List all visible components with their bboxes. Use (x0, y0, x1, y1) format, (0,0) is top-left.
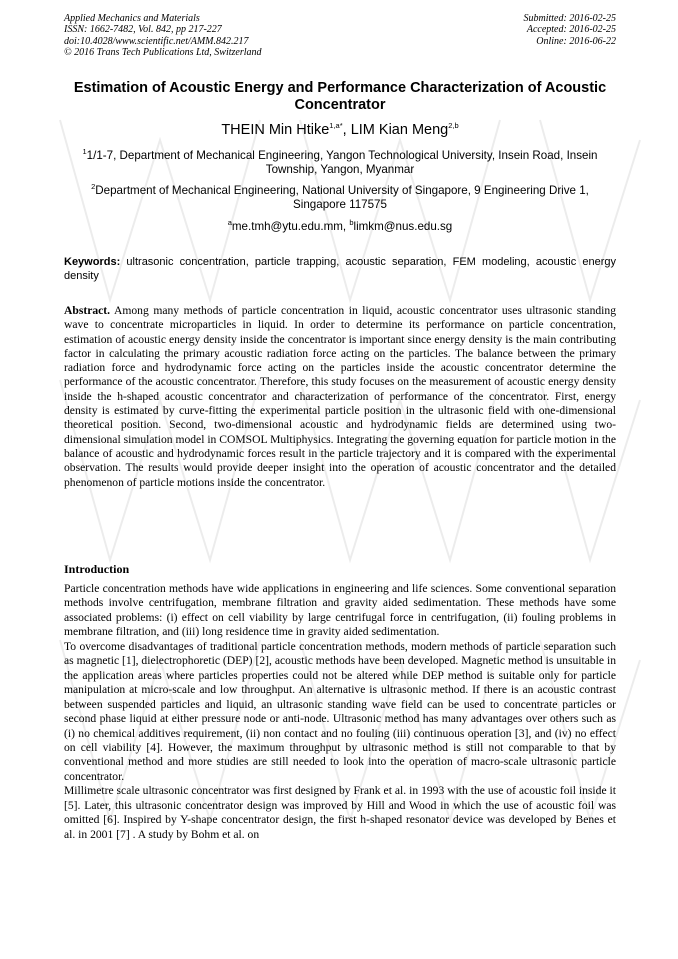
page-header (64, 13, 616, 59)
issn-line: ISSN: 1662-7482, Vol. 842, pp 217-227 (64, 24, 222, 36)
email-2-marker: b (349, 218, 354, 228)
author-2-marker: 2,b (448, 121, 459, 131)
abstract-text: Among many methods of particle concentration in liquid, acoustic concentrator uses ultrasonic standing wave to concentrate microparticles in liquid. In order to determine its performance on particle concentration, estimation of acoustic energy density inside the concentrator is important since energy density is the main contributing factor in calculating the primary acoustic radiation force acting on the particles. The balance between the primary radiation force and hydrodynamic force acting on the particles inside the acoustic concentrator determine the performance of the acoustic concentrator. Therefore, this study focuses on the measurement of acoustic energy density inside the h-shaped acoustic concentrator and characterization of performance of the concentrator. First, energy density is estimated by curve-fitting the experimental particle position in the ultrasonic field with one-dimensional theoretical position. Second, two-dimensional acoustic and hydrodynamic fields are determined using two-dimensional simulation model in COMSOL Multiphysics. Integrating the governing equation for particle motion in the balance of acoustic and hydrodynamic forces result in the particle trajectory and it is compared with the experimental observation. The results would provide deeper insight into the operation of acoustic concentrator and the detailed phenomenon of particle motions inside the concentrator. (64, 304, 616, 489)
doi-line[interactable]: doi:10.4028/www.scientific.net/AMM.842.217 (64, 35, 249, 47)
date-info (524, 13, 617, 59)
intro-paragraph-2: To overcome disadvantages of traditional particle concentration methods, modern methods of particle separation such as magnetic [1], dielectrophoretic (DEP) [2], acoustic methods have been developed. Magnetic method is unsuitable in the application areas where particles properties could not be altered while DEP method is suitable only for particle manipulation at micro-scale and low throughput. An alternative is ultrasonic method. If there is an acoustic contrast between suspended particles and liquid, an ultrasonic standing wave field can be used to concentrate particles or second phase liquid at either pressure node or anti-node. Ultrasonic method has many advantages over others such as (i) no chemical additives requirement, (ii) non contact and no fouling (iii) continuous operation [3], and (iv) no effect on cell viability [4]. However, the maximum throughput by ultrasonic method is still not comparable to that by conventional method and more studies are still needed to look into the operation of macro-scale ultrasonic particle concentrator. (64, 639, 616, 783)
introduction-heading: Introduction (64, 562, 130, 576)
affiliation-1-text: 1/1-7, Department of Mechanical Engineering, Yangon Technological University, Insein Road, Insein Township, Yangon, Myanmar (86, 149, 598, 177)
affiliation-2-text: Department of Mechanical Engineering, National University of Singapore, 9 Engineering Drive 1, Singapore 117575 (95, 184, 589, 212)
copyright-line: © 2016 Trans Tech Publications Ltd, Switzerland (64, 47, 262, 59)
email-1-marker: a (227, 218, 232, 228)
author-list (64, 121, 616, 139)
keywords-label: Keywords: (64, 256, 121, 268)
affiliation-2-marker: 2 (91, 182, 96, 192)
affiliation-1-marker: 1 (82, 147, 87, 157)
journal-name: Applied Mechanics and Materials (64, 13, 200, 24)
abstract-label: Abstract. (64, 304, 111, 317)
author-1-marker: 1,a* (329, 121, 343, 131)
affiliation-1 (64, 149, 616, 177)
introduction-body (64, 582, 616, 842)
abstract-block (64, 304, 616, 490)
intro-paragraph-3: Millimetre scale ultrasonic concentrator was first designed by Frank et al. in 1993 with the use of acoustic foil inside it [5]. Later, this ultrasonic concentrator design was improved by Hill and Wood in which the use of acoustic foil was omitted [6]. Inspired by Y-shape concentrator design, the first h-shaped resonator device was developed by Benes et al. in 2001 [7] . A study by Bohm et al. on (64, 784, 616, 841)
author-2: LIM Kian Meng (350, 122, 449, 138)
author-1: THEIN Min Htike (221, 122, 330, 138)
paper-title: Estimation of Acoustic Energy and Performance Characterization of Acoustic Concentrator (73, 80, 607, 113)
journal-info (64, 13, 262, 59)
email-2[interactable]: limkm@nus.edu.sg (353, 220, 453, 233)
keywords-block (64, 256, 616, 283)
accepted-date: Accepted: 2016-02-25 (526, 24, 616, 36)
author-emails (64, 220, 616, 234)
submitted-date: Submitted: 2016-02-25 (523, 13, 616, 24)
keywords-text: ultrasonic concentration, particle trapping, acoustic separation, FEM modeling, acoustic energy density (64, 256, 616, 282)
email-1[interactable]: me.tmh@ytu.edu.mm, (231, 220, 350, 233)
affiliation-2 (64, 184, 616, 212)
author-separator: , (342, 122, 351, 138)
intro-paragraph-1: Particle concentration methods have wide applications in engineering and life sciences. Some conventional separation methods involve centrifugation, membrane filtration and gravity aided sedimentation. These methods have some associated problems: (i) effect on cell viability by large centrifugal force in centrifugation, (ii) fouling problems in membrane filtration, and (iii) long residence time in gravity aided sedimentation. (64, 582, 616, 639)
online-date: Online: 2016-06-22 (536, 35, 616, 47)
